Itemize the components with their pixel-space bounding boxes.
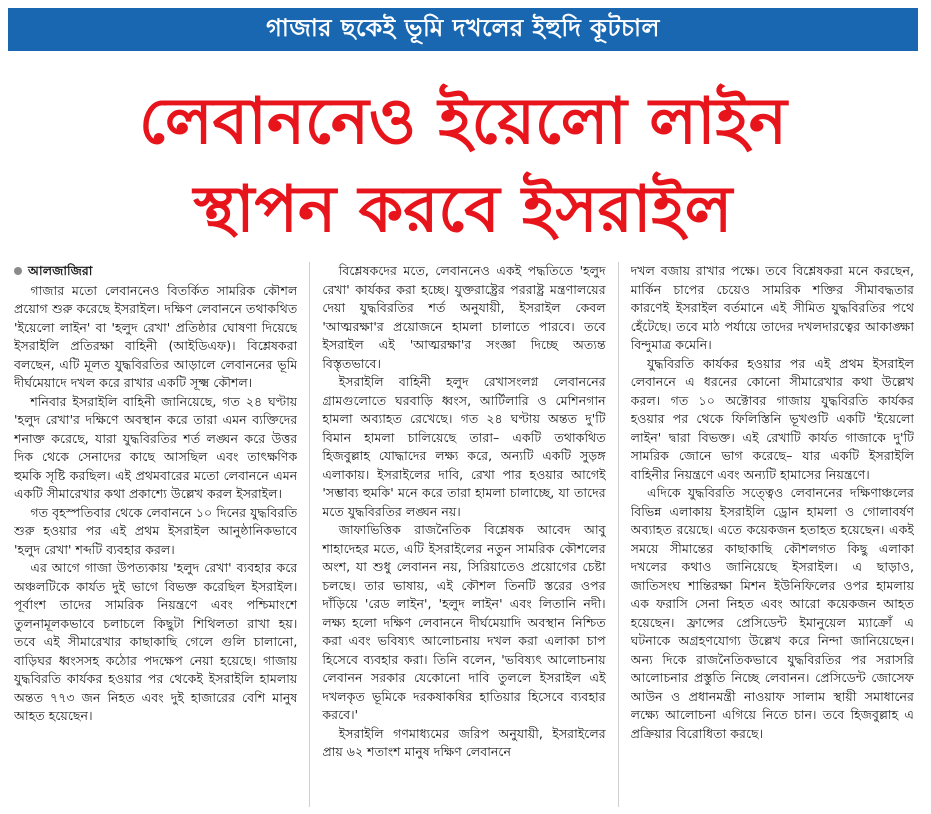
byline <box>14 262 297 281</box>
kicker-text: গাজার ছকেই ভূমি দখলের ইহুদি কূটচাল <box>266 13 660 42</box>
paragraph: দখল বজায় রাখার পক্ষে। তবে বিশ্লেষকরা মনে করছেন, মার্কিন চাপের চেয়েও সামরিক শক্তির সীমাবদ্ধতার কারণেই ইসরাইল বর্তমানে এই সীমিত যুদ্ধবিরতির পথে হেঁটেছে। তবে মাঠ পর্যায়ে তাদের দখলদারত্বের আকাঙ্ক্ষা বিন্দুমাত্র কমেনি। <box>630 263 914 352</box>
article-body <box>14 262 914 807</box>
paragraph: শনিবার ইসরাইলি বাহিনী জানিয়েছে, গত ২৪ ঘণ্টায় 'হলুদ রেখা'র দক্ষিণে অবস্থান করে তারা এমন ব্যক্তিদের শনাক্ত করেছে, যারা যুদ্ধবিরতির শর্ত লঙ্ঘন করে উত্তর দিক থেকে সেনাদের কাছে আসছিল এবং তাৎক্ষণিক হুমকি সৃষ্টি করছিল। এই প্রথমবারের মতো লেবাননে এমন একটি সীমারেখার কথা প্রকাশ্যে উল্লেখ করল ইসরাইল। <box>14 393 298 501</box>
bullet-icon <box>14 267 22 275</box>
paragraph: ইসরাইলি গণমাধ্যমের জরিপ অনুযায়ী, ইসরাইলের প্রায় ৬২ শতাংশ মানুষ দক্ষিণ লেবাননে <box>322 725 606 759</box>
paragraph: গত বৃহস্পতিবার থেকে লেবাননে ১০ দিনের যুদ্ধবিরতি শুরু হওয়ার পর এই প্রথম ইসরাইল আনুষ্ঠানিকভাবে 'হলুদ রেখা' শব্দটি ব্যবহার করল। <box>14 504 298 557</box>
paragraph: গাজার মতো লেবাননেও বিতর্কিত সামরিক কৌশল প্রয়োগ শুরু করেছে ইসরাইল। দক্ষিণ লেবাননে তথাকথিত 'ইয়েলো লাইন' বা 'হলুদ রেখা' প্রতিষ্ঠার ঘোষণা দিয়েছে ইসরাইলি প্রতিরক্ষা বাহিনী (আইডিএফ)। বিশ্লেষকরা বলছেন, এটি মূলত যুদ্ধবিরতির আড়ালে লেবাননের ভূমি দীর্ঘমেয়াদে দখল করে রাখার একটি সূক্ষ্ম কৌশল। <box>14 282 298 390</box>
paragraph: বিশ্লেষকদের মতে, লেবাননেও একই পদ্ধতিতে 'হলুদ রেখা' কার্যকর করা হচ্ছে। যুক্তরাষ্ট্রের পররাষ্ট্র মন্ত্রণালয়ের দেয়া যুদ্ধবিরতির শর্ত অনুযায়ী, ইসরাইল কেবল 'আত্মরক্ষা'র প্রয়োজনে হামলা চালাতে পারবে। তবে ইসরাইল এই 'আত্মরক্ষা'র সংজ্ঞা দিচ্ছে অত্যন্ত বিস্তৃতভাবে। <box>322 263 606 371</box>
headline <box>8 78 918 254</box>
paragraph: জাফাভিত্তিক রাজনৈতিক বিশ্লেষক আবেদ আবু শাহাদেহর মতে, এটি ইসরাইলের নতুন সামরিক কৌশলের অংশ, যা শুধু লেবানন নয়, সিরিয়াতেও প্রয়োগের চেষ্টা চলছে। তার ভাষায়, এই কৌশল তিনটি স্তরের ওপর দাঁড়িয়ে 'রেড লাইন', 'হলুদ লাইন' এবং লিতানি নদী। লক্ষ্য হলো দক্ষিণ লেবাননে দীর্ঘমেয়াদি অবস্থান নিশ্চিত করা এবং ভবিষ্যৎ আলোচনায় দখল করা এলাকা চাপ হিসেবে ব্যবহার করা। তিনি বলেন, 'ভবিষ্যৎ আলোচনায় লেবানন সরকার যেকোনো দাবি তুললে ইসরাইল এই দখলকৃত ভূমিকে দরকষাকষির হাতিয়ার হিসেবে ব্যবহার করবে।' <box>322 522 606 722</box>
headline-line-1: লেবাননেও ইয়েলো লাইন <box>138 85 788 159</box>
headline-line-2: স্থাপন করবে ইসরাইল <box>193 173 733 247</box>
column-2 <box>322 262 605 807</box>
column-3 <box>631 262 914 807</box>
paragraph: যুদ্ধবিরতি কার্যকর হওয়ার পর এই প্রথম ইসরাইল লেবাননে এ ধরনের কোনো সীমারেখার কথা উল্লেখ করল। গত ১০ অক্টোবর গাজায় যুদ্ধবিরতি কার্যকর হওয়ার পর থেকে ফিলিস্তিনি ভূখণ্ডটি একটি 'ইয়েলো লাইন' দ্বারা বিভক্ত। এই রেখাটি কার্যত গাজাকে দু'টি সামরিক জোনে ভাগ করেছে– যার একটি ইসরাইলি বাহিনীর নিয়ন্ত্রণে এবং অন্যটি হামাসের নিয়ন্ত্রণে। <box>630 355 914 482</box>
paragraph: ইসরাইলি বাহিনী হলুদ রেখাসংলগ্ন লেবাননের গ্রামগুলোতে ঘরবাড়ি ধ্বংস, আর্টিলারি ও মেশিনগান হামলা অব্যাহত রেখেছে। গত ২৪ ঘণ্টায় অন্তত দু'টি বিমান হামলা চালিয়েছে তারা– একটি তথাকথিত হিজবুল্লাহ যোদ্ধাদের লক্ষ্য করে, অন্যটি একটি সুড়ঙ্গ এলাকায়। ইসরাইলের দাবি, রেখা পার হওয়ার আগেই 'সম্ভাব্য হুমকি' মনে করে তারা হামলা চালাচ্ছে, যা তাদের মতে যুদ্ধবিরতির লঙ্ঘন নয়। <box>322 374 606 519</box>
column-divider <box>309 262 310 807</box>
kicker-banner <box>8 8 918 51</box>
byline-source: আলজাজিরা <box>28 263 93 278</box>
paragraph: এর আগে গাজা উপত্যকায় 'হলুদ রেখা' ব্যবহার করে অঞ্চলটিকে কার্যত দুই ভাগে বিভক্ত করেছিল ইসরাইল। পূর্বাংশ তাদের সামরিক নিয়ন্ত্রণে এবং পশ্চিমাংশে তুলনামূলকভাবে চলাচলে কিছুটা শিথিলতা রাখা হয়। তবে এই সীমারেখার কাছাকাছি গেলে গুলি চালানো, বাড়িঘর ধ্বংসসহ কঠোর পদক্ষেপ নেয়া হয়েছে। গাজায় যুদ্ধবিরতি কার্যকর হওয়ার পর থেকেই ইসরাইলি হামলায় অন্তত ৭৭৩ জন নিহত এবং দুই হাজারের বেশি মানুষ আহত হয়েছেন। <box>14 560 298 723</box>
column-1 <box>14 262 297 807</box>
paragraph: এদিকে যুদ্ধবিরতি সত্ত্বেও লেবাননের দক্ষিণাঞ্চলের বিভিন্ন এলাকায় ইসরাইলি ড্রোন হামলা ও গোলাবর্ষণ অব্যাহত রয়েছে। এতে কয়েকজন হতাহত হয়েছেন। একই সময়ে সীমান্তের কাছাকাছি কৌশলগত কিছু এলাকা দখলের কথাও জানিয়েছে ইসরাইল। এ ছাড়াও, জাতিসংঘ শান্তিরক্ষা মিশন ইউনিফিলের ওপর হামলায় এক ফরাসি সেনা নিহত এবং আরো কয়েকজন আহত হয়েছেন। ফ্রান্সের প্রেসিডেন্ট ইমানুয়েল ম্যাক্রোঁ এ ঘটনাকে অগ্রহণযোগ্য উল্লেখ করে নিন্দা জানিয়েছেন। অন্য দিকে রাজনৈতিকভাবে যুদ্ধবিরতির পর সরাসরি আলোচনার প্রস্তুতি নিচ্ছে লেবানন। প্রেসিডেন্ট জোসেফ আউন ও প্রধানমন্ত্রী নাওয়াফ সালাম স্থায়ী সমাধানের লক্ষ্যে আলোচনা এগিয়ে নিতে চান। তবে হিজবুল্লাহ এ প্রক্রিয়ার বিরোধিতা করছে। <box>630 485 914 741</box>
column-divider <box>618 262 619 807</box>
